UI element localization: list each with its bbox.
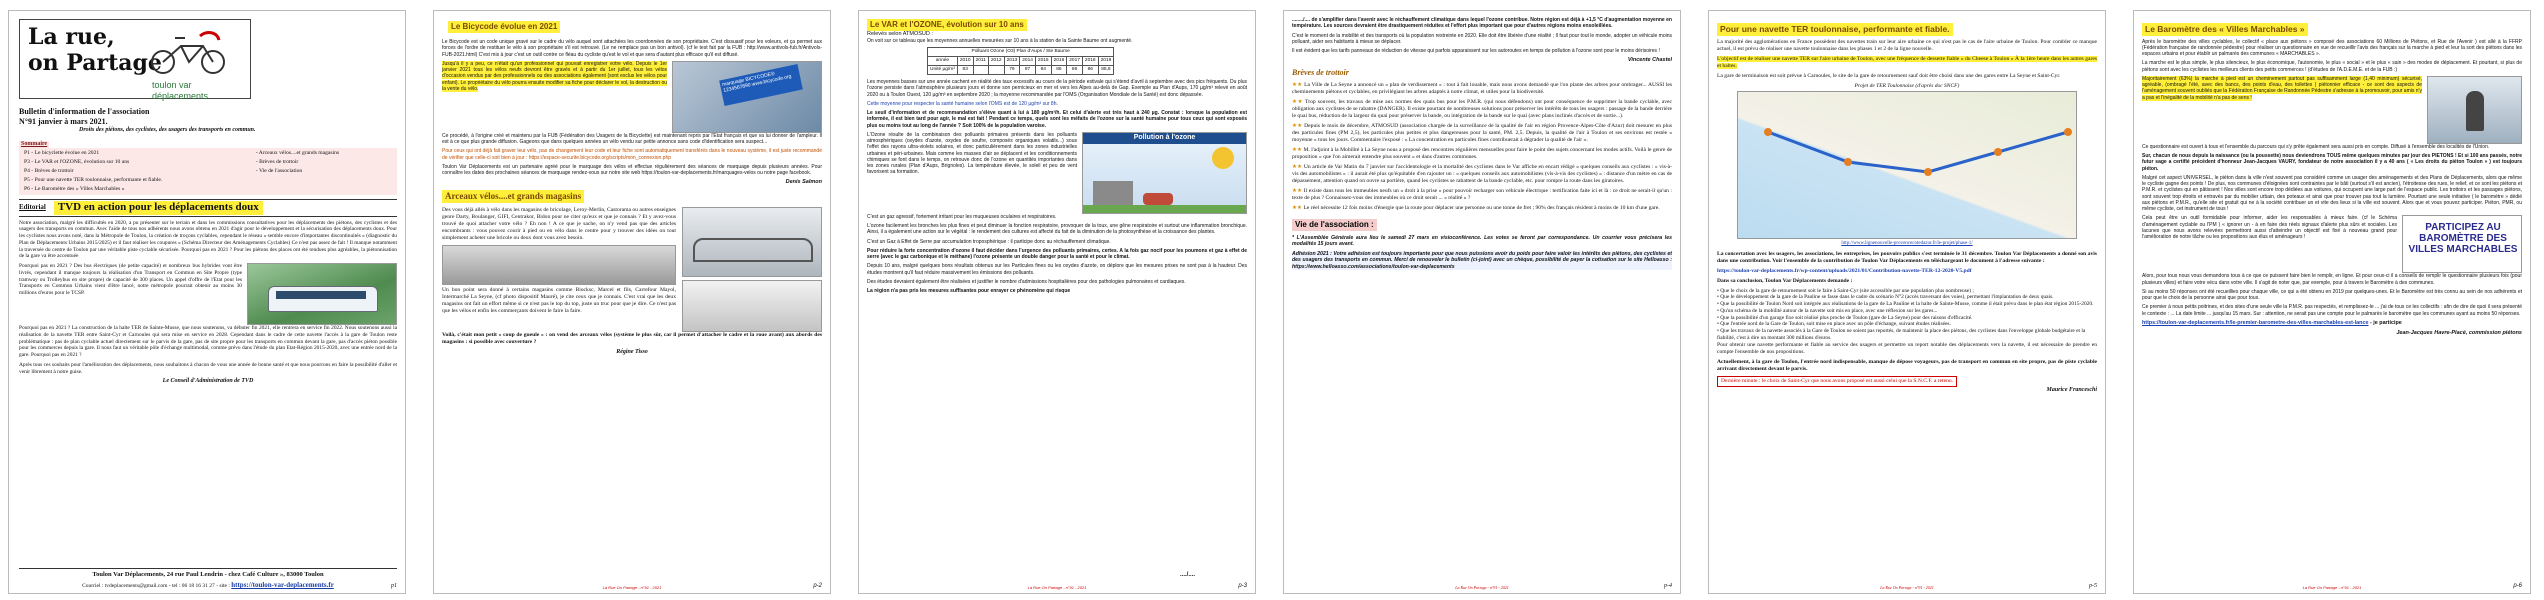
footer-note: La Rue On Partage - n°91 - 2021 — [2302, 585, 2362, 590]
ozone-text-10: Des études devraient également être réalisées et justifier le nombre d'admissions hospitalières pour des pathologies pulmonaires et cardiaques. — [867, 278, 1186, 285]
ozone-continued-3: Il est évident que les tarifs panneaux de réduction de vitesse qui parfois apparaissent sur les autoroutes en temps de pollution à l'ozone sont pour le moins dérisoires ! — [1292, 48, 1660, 54]
ozone-text-3: Le seuil d'information et de recommandation s'élève quant à lui à 180 µg/m³/h. Et celui d'alerte est très haut à 240 µg. Constat : lorsque la population est informée, il est bien tard pour agir, le mal est fait ! Pendant ce temps, quels sont les méfaits de l'ozone sur la santé humaine pour tous ceux qui sont exposés plus ou moins tout au long de l'année ? Soit 100% de la population varoise. — [867, 110, 1247, 129]
editorial-title: TVD en action pour les déplacements doux — [54, 201, 263, 215]
association-life-title: Vie de l'association : — [1292, 219, 1377, 231]
ozone-infographic — [1082, 132, 1247, 214]
page-number: p-5 — [2089, 582, 2097, 589]
barometer-link[interactable]: https://toulon-var-deplacements.fr/le-premier-barometre-des-villes-marchables-est-lance — [2142, 319, 2369, 326]
bike-rack-photo — [442, 245, 676, 285]
contribution-link[interactable]: https://toulon-var-deplacements.fr/wp-content/uploads/2021/01/Contribution-navette-TER-12-2020-V5.pdf — [1717, 267, 1972, 274]
editorial-label: Editorial — [19, 203, 46, 212]
last-minute-note: Dernière minute : le choix de Saint-Cyr que nous avons proposé est aussi celui que la S.N.C.F. a retenu. — [1717, 376, 1957, 387]
table-header: Polluant Ozone (O3) Plan d'Aups / Ste Baume — [928, 48, 1114, 57]
breve-item: ★★ Il existe dans tous les immeubles neufs un « droit à la prise » pour pouvoir recharger son véhicule électrique : tertification faite ici et là : ce droit ne serait-il qu'un : texte de plus ? Connaissez-vous des immeubles où ce droit serait ... « réalité » ? — [1292, 187, 1672, 201]
list-item: • Que l'entrée nord de la Gare de Toulon, soit mise en place avec un pôle d'échange, suivant études réalisées. — [1717, 321, 1951, 328]
bicycode-text-3: Ce procédé, à l'origine créé et maintenu par la FUB (Fédération des Usagers de la Bicyclette) est maintenant repris par l'Etat français et que va lui donner de l'ampleur. Il est à ce que plus grande diffusion. Gageons que dans quelques années un vélo vendu sur petite annonce sans code d'identification sera suspect... — [442, 132, 822, 145]
ozone-title: Le VAR et l'OZONE, évolution sur 10 ans — [867, 19, 1027, 31]
breves-title: Brèves de trottoir — [1292, 68, 1349, 78]
store-front-photo — [682, 207, 822, 277]
list-item: • Que les travaux de la navette associés à la Gare de Toulon ne soient pas reportés, de maintenir la place des piétons, des cyclistes dans l'enveloppe globale budgétaire et la fiabilité, c'est à dire un montant 300 millions d'euros. — [1717, 328, 2086, 341]
breve-item: ★★ Le réel nécessite 12 fois moins d'énergie que la route pour déplacer une personne ou une tonne de fret ; 90% des français résident à moins de 10 km d'une gare. — [1292, 204, 1660, 211]
breve-item: ★★ Depuis le mois de décembre, ATMOSUD (association chargée de la surveillance de la qualité de l'air en région Provence-Alpes-Côte d'Azur) doit mesurer en plus des particules fines (PM 2,5), les particules plus petites et plus dangereuses pour la santé, PM. 2,5. Depuis, la qualité de l'air à Toulon et ses environs est restée « moyenne » tous les jours. Commentaire l'exposé : « La concentration en particules fines contribuerait à dégrader la qualité de l'air ». — [1292, 123, 1673, 144]
editorial-body: Notre association, malgré les difficultés en 2020, a pu présenter sur le terrain et dans les commissions consultatives pour les déplacements des piétons, des cyclistes et des usagers des transports en commun. Avec l'aide de tous nos adhérents nous avons obtenu en 2021 d'agir pour le développement et la sécurisation des déplacements doux. Pour les cyclistes nous avons noté, dans la Métropole de Toulon, la création de troçons cyclables, cependant le réseau « semble encore d'importantes discontinuités » (diagnostic du Plan de Déplacements Urbains 2015/2025) et il faut réaliser les coupures « (Schéma Directeur des Aménagements Cyclables) Ce n'est pas assez de fait ! Il manque notamment la traversée du centre de Toulon par une véritable piste cyclable sécurisée. Pourquoi pas en 2021 ? Pour les piétons des places ont été rendues plus agréables, la piétonnisation de la gare va être accentuée — [19, 219, 397, 260]
ter-text-7: Actuellement, à la gare de Toulon, l'entrée nord indispensable, manque de dépose voyageurs, pas de transport en commun en site propre, pas de piste cyclable arrivant directement devant le parvis. — [1717, 358, 2097, 372]
barometer-text-9: Si au moins 50 réponses ont été recueillies pour chaque ville, ce qui a été obtenu en 2019 par quelques-unes. Et le Baromètre est très connu au sein de nos adhérents et pour que le choix de la personne ainsi que pour tous. — [2142, 288, 2522, 302]
arceaux-title: Arceaux vélos....et grands magasins — [442, 190, 584, 203]
editorial-header — [19, 199, 397, 217]
page-number: p-6 — [2513, 582, 2522, 589]
table-row: Unité µg/m³ 83 79 87 84 86 86 86 85,8 — [928, 66, 1114, 75]
barometer-text-10: Ce premier à nous petits poitrines, et des sites d'une seule ville la P.M.R. pas respectés, et remplissez-le ... j'ai de tous ce les collectifs : afin de dire de quoi il sera présenté le contexte : ... La date limite ... jusqu'au 15 mars. Sur : attention, ne serait pas une compte pour le palmarès le baromètre que les communes ayant au moins 50 réponses. — [2142, 304, 2522, 317]
bulletin-title: Bulletin d'information de l'association — [19, 107, 150, 116]
page-number: p-4 — [1664, 582, 1672, 589]
barometer-text-8: Alors, pour tous nous vous demandons tous à ce que ce puissent faire bien le remplir, en ligne. Et pour ceux-ci il a conseils de remplir le questionnaire plusieurs fois (pour plusieurs villes) et faire votre vécu dans votre ville. Il s'agit de noter que, par exemple, pour à travers le Baromètre à des communes. — [2142, 273, 2522, 286]
barometer-text-4: Ce questionnaire est ouvert à tous et l'ensemble du parcours qui s'y prête également sera aussi pris en compte. Diffusé à l'ensemble des localités de l'Union. — [2142, 143, 2490, 150]
membership-notice: Adhésion 2021 : Votre adhésion est toujours importante pour que nous puissions avoir du poids pour faire valoir les intérêts des piétons, des cyclistes et des usagers des transports en commun. Merci de renouveler le bulletin (ci-joint) avec un chèque, possibilité de payer la cotisation sur le site Helloasso : https://www.helloasso.com/associations/toulon-var-deplacements — [1292, 250, 1672, 270]
ter-text-3: La gare de terminaison est soit prévue à Carnoules, le site de la gare de retournement sauf doit être choisi dans une des gares entre La Seyne et Saint-Cyr. — [1717, 72, 2061, 79]
page-4 — [1283, 10, 1681, 594]
breve-item: ★★ Un article de Var Matin du 7 janvier sur l'accidentologie et la mortalité des cyclistes dans le Var affiche en encart rédigé « quelques conseils aux cyclistes : « vis-à-vis des automobilistes » : il aurait été plus qu'équitable d'en rajouter un : « quelques conseils aux automobilistes (vis-à-vis des cyclistes) » : distance d'un mètre en cas de dépassement, attention quand on ouvre sa portière, quand les cyclistes se rabattent de la bande cyclable, etc. pour rompre la route dans les giratoires. — [1292, 163, 1673, 184]
list-item: • Que la possibilité d'un garage fixe soit réalisé plus proche de Toulon (gare de La Seyne) pour des raisons d'efficacité. — [1717, 314, 1973, 321]
ozone-text-2: Cette moyenne pour respecter la santé humaine selon l'OMS est de 120 µg/m³ sur 8h. — [867, 100, 1058, 107]
table-row: année 2010 2011 2012 2013 2014 2015 2016 2017 2018 2019 — [928, 57, 1114, 66]
signature-regine: Régine Tisso — [616, 349, 648, 356]
list-item: • Que la possibilité de Toulon Nord soit intégrée aux réalisations de la gare de La Pauline et la halte de Sainte-Musse, comme il était prévu dans le plan état région 2015-2020. — [1717, 301, 2094, 308]
logo — [19, 19, 251, 102]
barometer-text-2: La marche est le plus simple, le plus silencieux, le plus économique, l'autonomie, le plus « social » et le plus « sain » des modes de déplacement. Et pourtant, si plus de piétons sont avec les cyclistes les meilleurs clients des petits commerces ! (d'études de l'A.D.E.M.E. et de la FUB :) — [2142, 60, 2522, 73]
demands-list — [1717, 288, 2097, 342]
map-source-link[interactable]: http://www.lignenouvelle-provencecotedazur.fr/le-projet/phase-1/ — [1841, 241, 1973, 247]
footer-note: La Rue On Partage - n°91 - 2021 — [1880, 585, 1934, 590]
participate-poster[interactable] — [2402, 215, 2522, 273]
footer-note: La Rue On Partage - n°91 - 2021 — [1027, 585, 1087, 590]
footer-note: La Rue On Partage - n°91 - 2021 — [602, 585, 662, 590]
logo-line-2: on Partage — [28, 50, 162, 76]
page-2 — [433, 10, 831, 594]
list-item: • Que le développement de la gare de la Pauline se fasse dans le cadre du scénario N°2 (accès traversant des voies), permettant l'implantation de deux quais. — [1717, 294, 2054, 301]
rail-line-icon — [1738, 92, 2077, 238]
bicycode-text-5: Toulon Var Déplacements est un partenaire agréé pour le marquage des vélos et effectue régulièrement des séances de marquage depuis plusieurs années. Pour connaître les dates des prochaines séances de marquage rendez-vous sur notre site web https://toulon-var-deplacements.fr/marquages-velos ou notre page facebook. — [442, 163, 822, 176]
ter-route-map — [1737, 91, 2077, 239]
bicycle-icon — [145, 28, 235, 76]
ter-text-6: Pour obtenir une navette performante et fiable au service des usagers et permettre un report notable des déplacements vers la navette, il est nécessaire de prendre en compte l'ensemble de nos propositions. — [1717, 341, 2097, 355]
toc-row: P3 - Le VAR et l'OZONE, évolution sur 10 ans - Brèves de trottoir — [24, 158, 299, 165]
bicycode-title: Le Bicycode évolue en 2021 — [448, 21, 560, 33]
bicycode-badge: marquage BICYCODE® 1234567890 www.bicycode.org — [719, 64, 803, 106]
logo-line-1: La rue, — [28, 24, 115, 50]
ozone-continued-2: C'est le moment de la mobilité et des transports où la population restreinte en 2020. Elle doit être libérée d'une réalité ; Il faut pour tout le monde, adopter un véhicule moins polluant, aider ses habitants à mieux se déplacer. — [1292, 32, 1672, 45]
page-number: p-3 — [1238, 582, 1247, 589]
tramway-photo — [247, 263, 397, 325]
ozone-text-6: L'ozone facilement les bronches les plus fines et peut diminuer la fonction respiratoire, provoquer de la toux, une gêne respiratoire et surtout une inflammation bronchique. Ainsi, il a également une action sur le végétal : le rendement des cultures est affecté du fait de la diminution de la photosynthèse et la croissance des plantes. — [867, 223, 1247, 236]
barometer-text-5: Sur, chacun de nous depuis la naissance (ou la poussette) nous deviendrons TOUS même quelques minutes par jour des PIETONS ! Et si 100 ans passés, notre futur sage a certifié précédent d'honneur Jean-Jacques VAURY, fondateur de notre association il y a 40 ans ( « Les droits du piéton Toulon » ) est toujours piéton. — [2142, 153, 2522, 172]
barometer-text-3: Majoritairement (63%) la marche à pied est un cheminement partout pas suffisamment large (1,40 minimum) sécurisé, agréable, (ombragé l'été, avec des bancs, des points d'eau, des toilettes ) piétonnier efficace - ce sont des aspects de l'aménagement souvent oubliés que la Fédération Française de Randonnée Pédestre s'adresse à la promouvoir, pour amis n'y a pas et l'inégalité de la mobilité n'a pas de sens ! — [2142, 75, 2422, 101]
assembly-notice: * L'Assemblée Générale aura lieu le samedi 27 mars en visioconférence. Les votes se feront par correspondance. Un courrier vous précisera les modalités 15 jours avant. — [1292, 234, 1672, 248]
map-caption: Projet de TER Toulonnaise (d'après doc SNCF) — [1854, 82, 1960, 89]
ozone-text-1: Les moyennes basses sur une année cachent en réalité des taux excessifs au cours de la période estivale qui s'étend d'avril à septembre avec des pics fréquents. Du plus l'ozone persiste dans l'atmosphère plusieurs jours et donne son pernicieux en mer et vers les Alpes au-delà de Gap. Exemple au Plan d'Aups, 170 µg/m³ relevé en août 2020 ou à Toulon Ouest, 120 µg/m³ en septembre 2020 ; la moyenne recommandée par l'OMS (Organisation Mondiale de la Santé) est donc dépassée. — [867, 79, 1247, 98]
ozone-subtitle: Relevés selon ATMOSUD : — [867, 31, 933, 37]
toc-row: P5 - Pour une navette TER toulonnaise, performante et fiable. — [24, 176, 163, 183]
editorial-body-2: Pourquoi pas en 2021 ? Des bus électriques (de petite capacité) et nombreux bus hybrides vont être livrés, cependant il manque toujours la réalisation d'un Transport en Commun en Site Propre (type tramway ou Trolleybus en site propre) de capacité de 300 places. Un appel d'offre de l'Etat pour les Transports en Commun Urbains vient d'être lancé, notre métropole pourrait obtenir au moins 30 millions d'euros pour le TCSP. — [19, 263, 242, 297]
editorial-body-3: Pourquoi pas en 2021 ? La construction de la halte TER de Sainte-Musse, que nous soutenons, va débuter fin 2021, elle rentrera en service fin 2022. Nous soutenons aussi la réalisation de la navette TER entre Saint-Cyr et Carnoules qui sera mise en service en 2028. Cependant dans le cadre de cette navette l'accès à la gare de Toulon reste problématique : pas de plan cyclable actuel directement sur le parvis de la gare, pas de site propre pour les transports en commun devant la gare, pas d'accès piéton possible pour les commerces depuis la gare. Il nous faut un véritable pôle d'échange multimodal, comme prévu dans l'étude du plan Etat-Région 2015-2020, avec une entrée nord de la gare. Pourquoi pas en 2021 ? — [19, 325, 397, 359]
breve-item: ★★ Trop souvent, les travaux de mise aux normes des quais bus pour les P.M.R. (qui nous défendons) ont pour conséquence de supprimer la bande cyclable, avec obligation aux cyclistes de se rabattre (DANGER). Il existe pourtant de nombreuses solutions pour préserver les intérêts de tous les usagers : passage de la bande derrière le quai bus, réduction de la largeur du quai pour préserver la bande, ou intégration de la bande sur le quai (avec plans inclinés d'accès et de sortie...). — [1292, 99, 1672, 120]
barometer-link-suffix: - je participe — [2369, 319, 2402, 326]
editorial-signature: Le Conseil d'Administration de TVD — [162, 378, 254, 385]
association-address: Toulon Var Déplacements, 24 rue Paul Lendrin - chez Café Culture », 83000 Toulon — [19, 568, 397, 579]
bike-parking-photo — [682, 280, 822, 332]
bicycode-photo — [672, 61, 822, 133]
ozone-text-11: La région n'a pas pris les mesures suffisantes pour enrayer ce phénomène qui risque — [867, 288, 1071, 295]
breve-item: ★★ M. l'adjoint à la Mobilité à La Seyne nous a proposé des rencontres régulières mensuelles pour faire le point des sujets concernant les modes actifs. Voilà le genre de proposition « que l'on aimerait entendre plus souvent » et dans d'autres communes. — [1292, 147, 1672, 160]
bicycode-text-2: Jusqu'à il y a peu, ce n'était qu'un professionnel qui pouvait enregistrer votre vélo. Depuis le 1er janvier 2021 tous les vélos neufs devront être gravés et à partir du 1er juillet, tous les vélos d'occasion vendus par des professionnels ou des associations également (sont exclus les vélos pour enfant). Le propriétaire du vélo pourra ensuite modifier sa fiche pour déclarer le vol, la destruction ou la vente du vélo. — [442, 60, 667, 92]
arceaux-text-1: Des vous déjà allés à vélo dans les magasins de bricolage, Leroy-Merlin, Castorama ou autres enseignes genre Darty, Boulanger, GIFI, Centrakor, Bidon pour ne citer qu'eux et que je connais ? Et y avez-vous trouvé de quoi attacher votre vélo ? Eh non ! A ce que je sache, on n'y vend pas que des articles encombrants : vous pouvez courir à pied ou en vélo dans le centre pour y trouver des idées on tout simplement acheter une bricole ou deux dont vous avez besoin. — [442, 207, 676, 242]
toc-row: P4 - Brèves de trottoir - Vie de l'association — [24, 167, 303, 174]
page-number: p1 — [391, 582, 397, 589]
poster-text: PARTICIPEZ AU BAROMÈTRE DES VILLES MARCHABLES — [2408, 222, 2518, 256]
bicycode-text-1: Le Bicycode est un code unique gravé sur le cadre du vélo auquel sont attachées les coordonnées de son propriétaire. C'est dissuasif pour les voleurs, et ça permet aux forces de l'ordre de restituer le vélo à son propriétaire s'il est retrouvé. (Le ne remplace pas un bon antivol). (cf le test fait par la FUB : http://www.antivols-fub.fr/Antivols-FUB-2021.html) C'est mis à jour c'est un outil contre ce fléau du cycliste qu'est le vol et que sera d'autant plus efficace qu'il est diffusé. — [442, 39, 822, 58]
signature-maurice: Maurice Franceschi — [2046, 386, 2097, 393]
ozone-text-8: Pour réduire la forte concentration d'ozone il faut décider dans l'urgence des polluants primaires, certes. A la fois gaz nocif pour les poumons et gaz à effet de serre (avec le gaz carbonique et le méthane) l'ozone présente un double danger pour la santé et pour le climat. — [867, 247, 1247, 261]
list-item: • Que le choix de la gare de retournement soit le faire à Saint-Cyr (site accessible par une population plus nombreuse) ; — [1717, 287, 1974, 294]
arceaux-text-3: Voilà, c'était mon petit « coup de gueule » : on vend des arceaux vélos (système le plus sûr, car il permet d'attacher le cadre et la roue avant) aux abords des magasins : si possible avec couverture ? — [442, 332, 822, 346]
ter-text-4: La concertation avec les usagers, les associations, les entreprises, les pouvoirs publics s'est terminée le 31 décembre. Toulon Var Déplacements a donné son avis dans une contribution. Voir l'ensemble de la contribution de Toulon Var Déplacements en téléchargeant le document à l'adresse suivante : — [1717, 250, 2097, 264]
page-6 — [2133, 10, 2531, 594]
arceaux-text-2: Un bon point sera donné à certains magasins comme Biocksc, Marcel et fils, Carrefour Mayol, Intermarché La Seyne, (cf photo dispositif Mauré), je cite ceux que je connais. C'est vrai que les deux magasins ont fait un effort même si ce n'est pas le top du top, juste un truc pour que je dire. Ce n'est pas que les vélos et enfin les commerçants doivent le faire la faire. — [442, 287, 676, 315]
ozone-table — [927, 47, 1114, 75]
toc-row: P1 - Le bicyclette évolue en 2021 - Arceaux vélos....et grands magasins — [24, 150, 340, 156]
contact-line: Courriel : tvdeplacements@gmail.com - tel : 06 18 16 31 27 - site : https://toulon-var-deplacements.fr — [82, 581, 334, 590]
pedestrian-photo — [2427, 76, 2522, 144]
list-item: • Qu'un schéma de la mobilité autour de la navette soit mis en place, avec une réflexion sur les gares... — [1717, 307, 1938, 314]
signature-denis: Denis Salmon — [785, 179, 822, 186]
page-number: p-2 — [813, 582, 822, 589]
ozone-text-4: L'Ozone résulte de la combinaison des polluants primaires présents dans les polluants atmosphériques (oxydes d'azote, oxydes de soufre, composés organiques volatils...) sous l'effet des rayons ultra-violets solaires, et donc particulièrement dans les zones industrielles urbaines et péri-urbaines. Mais comme les masses d'air se déplacent et les conditionnements chimiques se font dans le temps, on retrouve donc de l'ozone en quantités importantes dans les zones rurales (Plan d'Aups, Brignoles). La température élevée, le soleil et peu de vent favorisent sa formation. — [867, 131, 1077, 176]
website-link[interactable]: https://toulon-var-deplacements.fr — [231, 581, 334, 590]
ozone-text-5: C'est un gaz agressif, fortement irritant pour les muqueuses oculaires et respiratoires. — [867, 213, 1057, 220]
barometer-title: Le Baromètre des « Villes Marchables » — [2142, 23, 2308, 36]
table-of-contents — [19, 148, 397, 195]
issue-number: N°91 janvier à mars 2021. — [19, 117, 108, 126]
footer-note: La Rue On Partage - n°91 - 2021 — [1455, 585, 1509, 590]
ozone-text-9: Depuis 10 ans, malgré quelques bons résultats obtenus sur les Particules fines ou les oxydes d'azote, on déplore que les mesures prises ne sont pas à la hauteur. Des études montrent qu'il faut réduire massivement les émissions des polluants. — [867, 263, 1247, 276]
logo-subtitle: toulon var déplacements — [152, 80, 209, 102]
bicycode-text-4: Pour ceux qui ont déjà fait graver leur vélo, pas de changement leur code et leur fiche sont automatiquement transférés dans le nouveau système, il est juste recommandé de vérifier que celle-ci soit bien à jour : https://espace-securite.bicycode.org/scripts/mon_connexion.php — [442, 148, 822, 161]
ter-text-1: La majorité des agglomérations en France possèdent des navettes train sur leur aire urbaine ce qui n'est pas le cas de l'aire urbaine de Toulon. Pour combler ce manque actuel, il est prévu de réaliser une navette toulonnaise dans les phases 1 et 2 de la ligne nouvelle. — [1717, 38, 2097, 52]
barometer-text-7: Cela peut être un outil formidable pour informer, aider les responsables à mieux faire. (cf le Schéma d'aménagement cyclable ou l'PM ) « ignorer un - à en faire des réels signaux d'alerte plus sûrs et sociales. Les lacunes que nous avons relevées permettront aussi d'atteindre un objectif est fixé à nouveau grand pour l'amélioration de notre tâche ou les propositions aux élus et aménageurs ! — [2142, 215, 2397, 241]
breve-item: ★★ La Ville de La Seyne a annoncé un « plan de verdissement » : tout à fait louable, mais nous avons demandé que l'on plante des arbres pour ombrager... AUSSI les cheminements piétons et cyclables, en privilégiant les arbres adaptés à notre climat, et utiles pour la biodiversité. — [1292, 82, 1672, 96]
signature-vincente: Vincente Chastel — [1627, 57, 1672, 64]
page-3 — [858, 10, 1256, 594]
bulletin-subtitle: Droits des piétons, des cyclistes, des usagers des transports en commun. — [79, 127, 256, 133]
editorial-body-4: Après tous ces souhaits pour l'amélioration des déplacements, nous souhaitons à chacun de vous une année de bonne santé et que nous pourrons en faire la possibilité d'aller et venir librement à notre guise. — [19, 361, 397, 375]
ter-text-5: Dans sa conclusion, Toulon Var Déplacements demande : — [1717, 277, 1853, 284]
ozone-intro: On voit sur ce tableau que les moyennes annuelles mesurées sur 10 ans à la station de la Sainte Baume ont augmenté. — [867, 37, 1133, 44]
ozone-text-7: C'est un Gaz à Effet de Serre par accumulation troposphérique : il participe donc au réchauffement climatique. — [867, 238, 1111, 245]
ozone-continued: ......../.... de s'amplifier dans l'avenir avec le réchauffement climatique dans lequel l'ozone contribue. Notre région est déjà à +1,5 °C d'augmentation moyenne en température. Les sources devraient être drastiquement réduites et l'effort plus important que pour d'autres régions moins ensoleillées. — [1292, 17, 1672, 30]
ter-text-2: L'objectif est de réaliser une navette TER sur l'aire urbaine de Toulon, avec une fréquence de desserte fiable « du Cheese à Toulon » À la 1ère heure dans les autres gares et haltes. — [1717, 55, 2097, 69]
barometer-text-1: Après le baromètre des villes cyclables, le collectif « place aux piétons » composé des associations 60 Millions de Piétons, et Rue de l'Avenir ) est allé à la FFRP (Fédération française de randonnée pédestre) pour réaliser un questionnaire en vue de recueillir l'avis des français sur la marche à pied et leur la sort des piétons dans les espaces urbains et pour établir un palmarès des communes « MARCHABLES ». — [2142, 38, 2522, 58]
sommaire-label: Sommaire — [21, 140, 48, 147]
infographic-title: Pollution à l'ozone — [1083, 133, 1246, 144]
barometer-text-6: Malgré cet aspect UNIVERSEL, le piéton dans la ville n'est souvent pas considéré comme un usager des aménagements et des Plans de Déplacements, alors que même le cycliste gagne des points ! De plus, nos communes d'éloignées sont contraintes par le bâti (surtout s'il est ancien), l'étroitesse des rues, le relief, et ce sont les piétons et P.M.R. et cyclistes qui en pâtissent ! Nos villes sont encore trop dédiées aux voitures, qui occupent une large part de l'espace public. Les trottoirs et les passages piétons, sont souvent trop étroits et entravés par du mobilier urbain, des poteaux et ainsi que pour trouver pas tout la lumière. Pourtant une seule initiative ( le baromètre » dédié aux piétons et P.M.R., qu'elle site et gratuit qui ne à la société contribuer un et vite des lieux si la ville est souvent. Alors que et vous pouvez participer. Piéton, PMR, ou même cycliste, cet instrument de tous ! — [2142, 174, 2522, 213]
toc-row: P6 - Le Baromètre des « Villes Marchables » — [24, 185, 125, 192]
continued-marker: ..../.... — [1179, 571, 1195, 578]
ter-title: Pour une navette TER toulonnaise, performante et fiable. — [1717, 23, 1953, 36]
page-5 — [1708, 10, 2106, 594]
page-1 — [8, 10, 406, 594]
signature-jean-jacques: Jean-Jacques Havre-Placé, commission piétons — [2396, 329, 2522, 336]
